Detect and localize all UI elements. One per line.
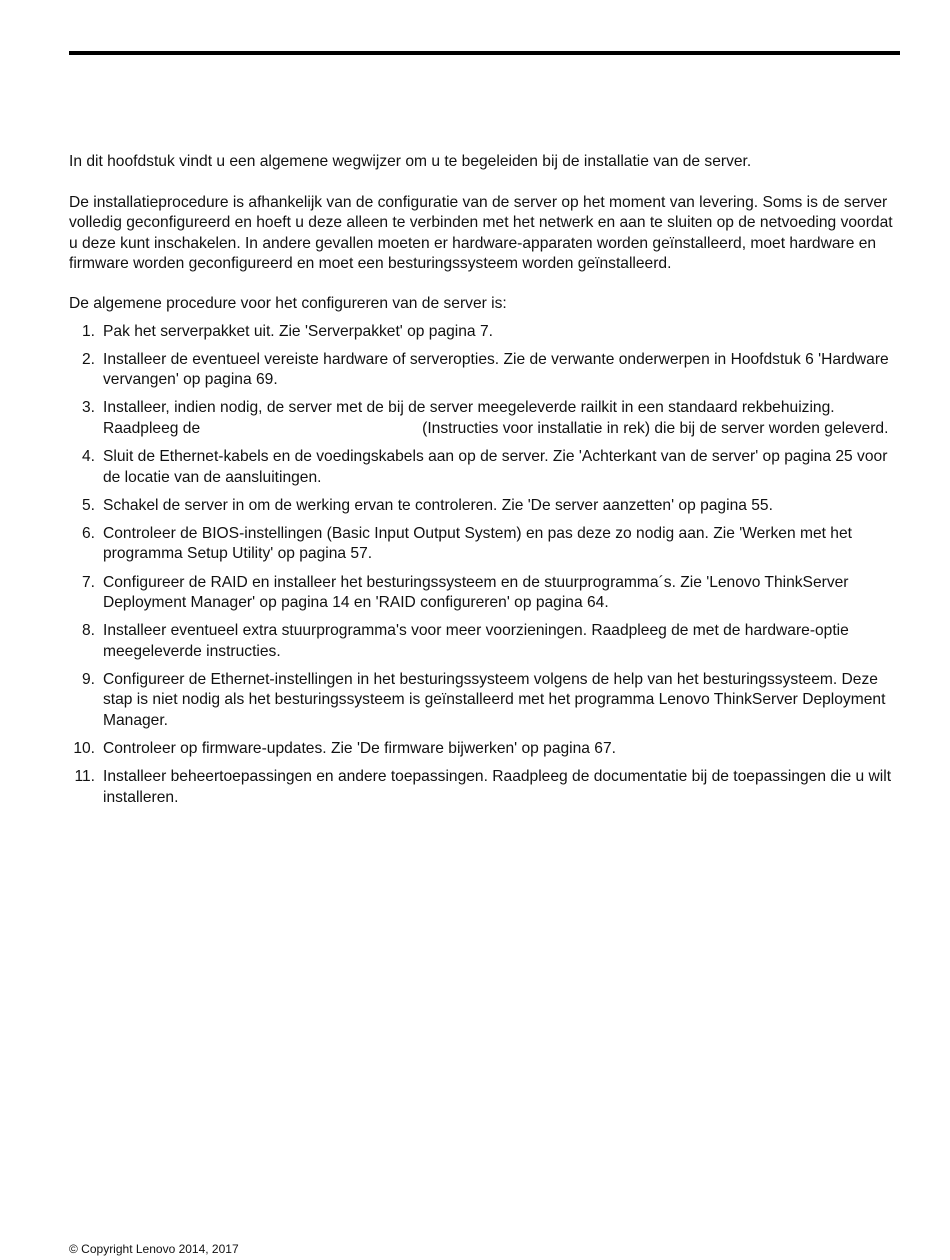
copyright-footer: © Copyright Lenovo 2014, 2017 [69, 1242, 239, 1256]
list-item [69, 322, 904, 343]
list-item [69, 767, 904, 808]
step-text: Installeer de eventueel vereiste hardware of serveropties. Zie de verwante onderwerpen in Hoofdstuk 6 'Hardware vervangen' op pagina 69. [103, 350, 889, 389]
step-number: 5. [81, 496, 95, 514]
step-number: 8. [81, 622, 95, 640]
step-text-after: (Instructies voor installatie in rek) die bij de server worden geleverd. [422, 419, 889, 437]
step-text-before: Installeer, indien nodig, de server met de bij de server meegeleverde railkit in een standaard rekbehuizing. Raadpleeg de [103, 399, 835, 437]
header-rule [69, 51, 900, 55]
steps-list [69, 322, 904, 809]
step-text: Configureer de Ethernet-instellingen in het besturingssysteem volgens de help van het besturingssysteem. Deze stap is niet nodig als het besturingssysteem is geïnstalleerd met het programma Lenovo ThinkServer Deployment Manager. [103, 670, 886, 730]
step-text: Configureer de RAID en installeer het besturingssysteem en de stuurprogramma´s. Zie 'Lenovo ThinkServer Deployment Manager' op pagina 14 en 'RAID configureren' op pagina 64. [103, 573, 849, 612]
steps-intro: De algemene procedure voor het configureren van de server is: [69, 294, 507, 312]
step-text: Installeer eventueel extra stuurprogramma's voor meer voorzieningen. Raadpleeg de met de hardware-optie meegeleverde instructies. [103, 622, 849, 660]
step-number: 7. [81, 573, 95, 591]
list-item [69, 524, 904, 565]
intro-paragraph: In dit hoofdstuk vindt u een algemene wegwijzer om u te begeleiden bij de installatie van de server. [69, 153, 752, 170]
step-number: 4. [81, 448, 95, 466]
list-item [69, 350, 904, 391]
step-number: 6. [81, 524, 95, 542]
step-text: Schakel de server in om de werking ervan te controleren. Zie 'De server aanzetten' op pagina 55. [103, 496, 773, 514]
list-item [69, 573, 904, 614]
list-item [69, 447, 904, 488]
step-number: 3. [81, 399, 95, 417]
list-item [69, 496, 904, 517]
list-item [69, 670, 904, 732]
step-text: Installeer beheertoepassingen en andere toepassingen. Raadpleeg de documentatie bij de toepassingen die u wilt installeren. [103, 768, 892, 806]
list-item [69, 621, 904, 662]
step-number: 10. [73, 740, 95, 758]
step-text: Controleer de BIOS-instellingen (Basic Input Output System) en pas deze zo nodig aan. Zie 'Werken met het programma Setup Utility' op pagina 57. [103, 524, 852, 563]
page-content [69, 152, 904, 816]
step-text: Sluit de Ethernet-kabels en de voedingskabels aan op de server. Zie 'Achterkant van de server' op pagina 25 voor de locatie van de aansluitingen. [103, 448, 888, 486]
procedure-paragraph: De installatieprocedure is afhankelijk van de configuratie van de server op het moment van levering. Soms is de server volledig geconfigureerd en hoeft u deze alleen te verbinden met het netwerk en aan te sluiten op de netvoeding voordat u deze kunt inschakelen. In andere gevallen moeten er hardware-apparaten worden geïnstalleerd, moet hardware en firmware worden geconfigureerd en moet een besturingssysteem worden geïnstalleerd. [69, 193, 893, 273]
list-item [69, 739, 904, 760]
step-text: Pak het serverpakket uit. Zie 'Serverpakket' op pagina 7. [103, 322, 493, 340]
step-number: 9. [81, 670, 95, 688]
list-item [69, 398, 904, 439]
step-text: Controleer op firmware-updates. Zie 'De firmware bijwerken' op pagina 67. [103, 740, 616, 758]
step-number: 2. [81, 350, 95, 368]
step-number: 11. [74, 768, 95, 786]
step-number: 1. [81, 322, 95, 340]
